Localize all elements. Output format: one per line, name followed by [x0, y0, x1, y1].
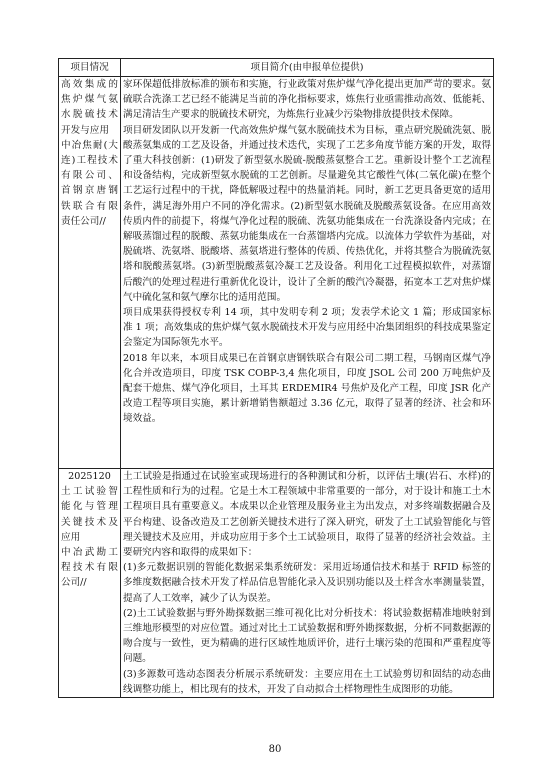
project-info-cell [59, 77, 121, 469]
header-project-info: 项目情况 [59, 59, 121, 77]
project-company: 中冶武勘工程技术有限公司// [61, 547, 118, 589]
table-row [59, 469, 494, 698]
project-table [58, 58, 494, 698]
summary-paragraph: (2)土工试验数据与野外勘探数据三维可视化比对分析技术：将试验数据精准地映射到三维地形模型的对应位置。通过对比土工试验数据和野外勘探数据，分析不同数据源的吻合度与一致性，更为精确的进行区域性地质评价，进行土壤污染的范围和严重程度等问题。 [123, 607, 491, 665]
summary-paragraph: 项目研发团队以开发新一代高效焦炉煤气氨水脱硫技术为目标，重点研究脱硫洗氨、脱酸蒸氨集成的工艺及设备，并通过技术迭代，实现了工艺多角度节能方案的开发，取得了重大科技创新：(1)研发了新型氨水脱硫-脱酸蒸氨整合工艺。重新设计整个工艺流程和设备结构，完成新型氨水脱硫的工艺创新。尽量避免其它酸性气体(二氧化碳)在整个工艺运行过程中的干扰，降低解吸过程中的热量消耗。同时，新工艺更具备更宽的适用条件，满足海外用户不同的净化需求。(2)新型氨水脱硫及脱酸蒸氨设备。在应用高效传质内件的前提下，将煤气净化过程的脱硫、洗氨功能集成在一台洗涤设备内完成；在解吸蒸馏过程的脱酸、蒸氨功能集成在一台蒸馏塔内完成。以流体力学软件为基础，对脱硫塔、洗氨塔、脱酸塔、蒸氨塔进行整体的传质、传热优化，并将其整合为脱硫洗氨塔和脱酸蒸氨塔。(3)新型脱酸蒸氨冷凝工艺及设备。利用化工过程模拟软件，对蒸馏后酸汽的处理过程进行重新优化设计，设计了全新的酸汽冷凝器，拓宽本工艺对焦炉煤气中硫化氢和氨气摩尔比的适用范围。 [123, 124, 491, 303]
table-header-row [59, 59, 494, 77]
table-row [59, 77, 494, 469]
summary-paragraph: 2018 年以来，本项目成果已在首钢京唐钢铁联合有限公司二期工程，马钢南区煤气净化合并改造项目，印度 TSK COBP-3,4 焦化项目，印度 JSOL 公司 200 万吨焦炉及配套干熄焦、煤气净化项目，土耳其 ERDEMIR4 号焦炉及化产工程，印度 JSR 化产改造工程等项目实施，累计新增销售额超过 3.36 亿元，取得了显著的经济、社会和环境效益。 [123, 352, 491, 425]
header-project-summary: 项目简介(由申报单位提供) [121, 59, 494, 77]
project-company: 中冶焦耐(大连)工程技术有限公司、首钢京唐钢铁联合有限责任公司// [61, 139, 118, 227]
summary-paragraph: 项目成果获得授权专利 14 项，其中发明专利 2 项；发表学术论文 1 篇；形成国家标准 1 项；高效集成的焦炉煤气氨水脱硫技术开发与应用经中冶集团组织的科技成果鉴定会鉴定为国际领先水平。 [123, 307, 491, 349]
project-summary-cell [121, 469, 494, 698]
summary-paragraph: 家环保超低排放标准的颁布和实施，行业政策对焦炉煤气净化提出更加严苛的要求。氨硫联合洗涤工艺已经不能满足当前的净化指标要求，炼焦行业亟需推动高效、低能耗、满足清洁生产要求的脱硫技术研究，为炼焦行业减少污染物排放提供技术保障。 [123, 79, 491, 121]
summary-paragraph: (1)多元数据识别的智能化数据采集系统研发：采用近场通信技术和基于 RFID 标签的多维度数据融合技术开发了样品信息智能化录入及识别功能以及土样含水率测量装置，提高了人工效率，减少了认为误差。 [123, 562, 491, 604]
page-number: 80 [268, 744, 282, 755]
project-summary-cell [121, 77, 494, 469]
summary-paragraph: (3)多源数可选动态图表分析展示系统研发：主要应用在土工试验剪切和固结的动态曲线调整功能上，相比现有的技术，开发了自动拟合土样物理性生成图形的功能。 [123, 668, 491, 695]
summary-paragraph: 土工试验是指通过在试验室或现场进行的各种测试和分析，以评估土壤(岩石、水样)的工程性质和行为的过程。它是土木工程领域中非常重要的一部分，对于设计和施工土木工程项目具有重要意义。本成果以企业管理及服务业主为出发点，对多终端数据融合及平台构建、设备改造及工艺创新关键技术进行了深入研究，研发了土工试验智能化与管理关键技术及应用，并成功应用于多个土工试验项目，取得了显著的经济社会效益。主要研究内容和取得的成果如下： [123, 471, 491, 559]
project-info-cell [59, 469, 121, 698]
project-number: 2025120 [68, 471, 111, 482]
project-title: 高效集成的焦炉煤气氨水脱硫技术开发与应用 [61, 79, 118, 136]
project-title: 土工试验智能化与管理关键技术及应用 [61, 486, 118, 543]
